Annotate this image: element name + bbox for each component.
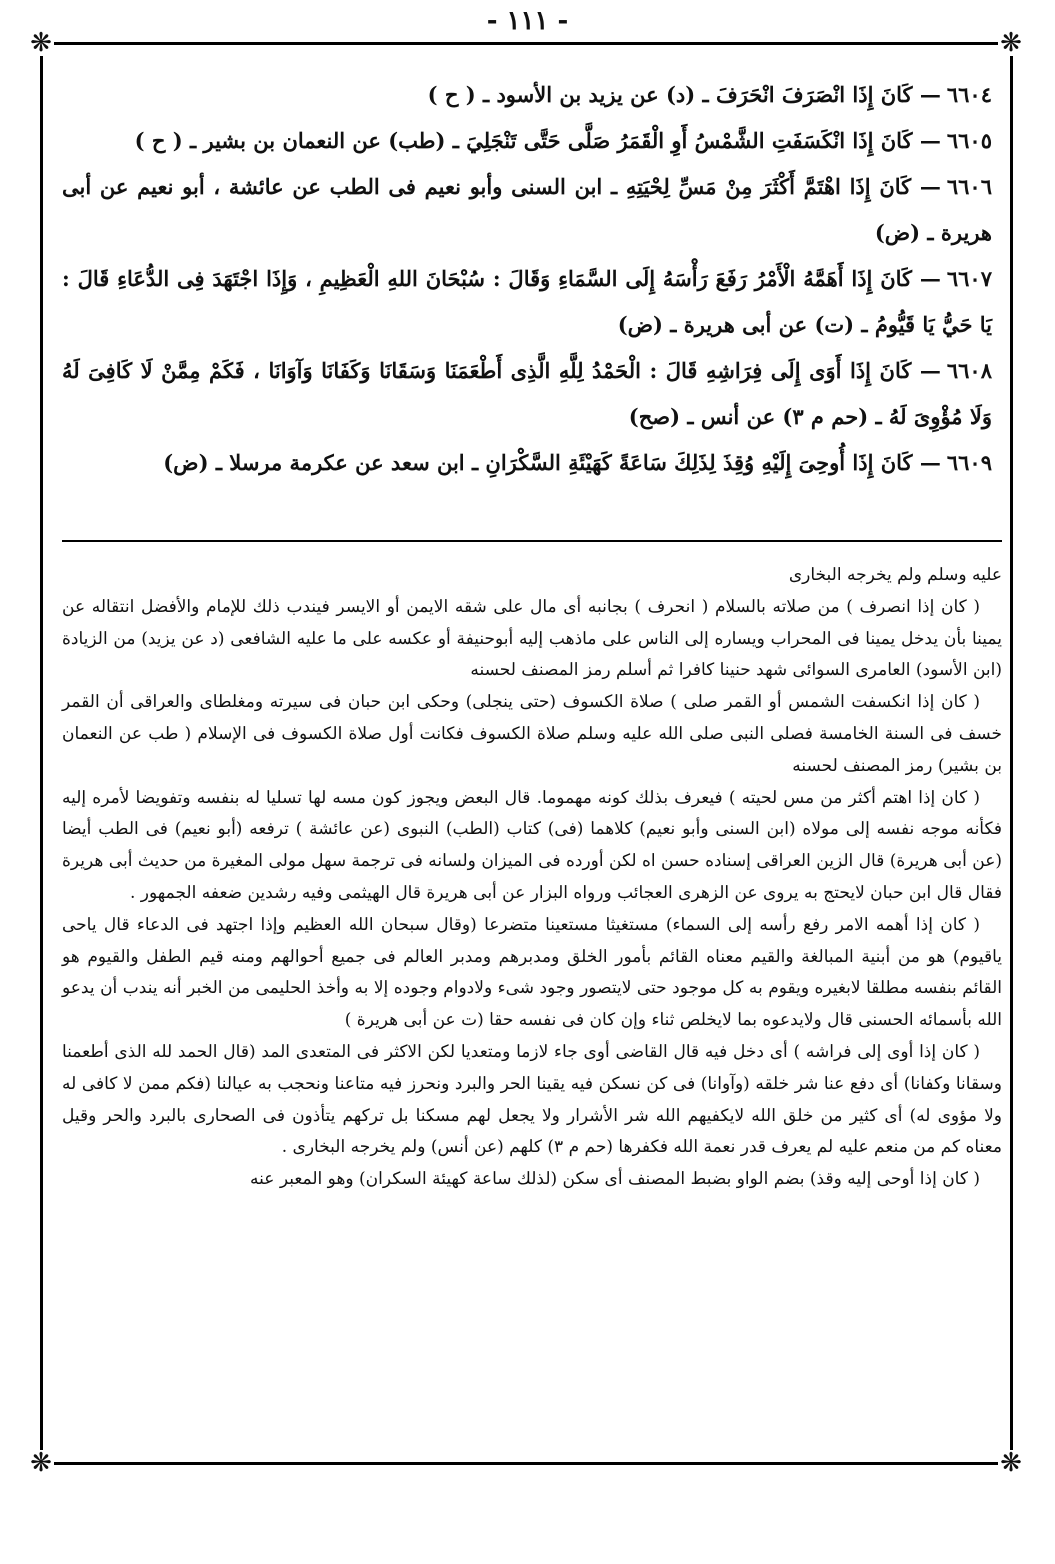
corner-ornament-icon: ❋: [28, 30, 54, 56]
corner-ornament-icon: ❋: [28, 1450, 54, 1476]
hadith-entry: [62, 440, 992, 486]
commentary-paragraph: ( كان إذا انصرف ) من صلاته بالسلام ( انحرف ) بجانبه أى مال على شقه الايمن أو الايسر فيندب ذلك للإمام والأفضل انتقاله عن يمينا بأن يدخل يمينا فى المحراب ويساره إلى الناس على ماذهب إليه أبوحنيفة أو عكسه على ما عليه الشافعى (د عن يزيد) من الزيادة (ابن الأسود) العامرى السوائى شهد حنينا كافرا ثم أسلم رمز المصنف لحسنه: [62, 596, 1002, 681]
hadith-number: ٦٦٠٩: [946, 450, 992, 475]
commentary-paragraph: عليه وسلم ولم يخرجه البخارى: [788, 565, 1002, 585]
commentary-section: [62, 560, 1002, 1196]
hadith-number: ٦٦٠٨: [946, 358, 992, 383]
hadith-number: ٦٦٠٦: [946, 174, 992, 199]
hadith-text: — كَانَ إِذَا أَهَمَّهُ الْأَمْرُ رَفَعَ رَأْسَهُ إِلَى السَّمَاءِ وَقَالَ : سُبْحَانَ اللهِ الْعَظِيمِ ، وَإِذَا اجْتَهَدَ فِى الدُّعَاءِ قَالَ : يَا حَيُّ يَا قَيُّومُ ـ (ت) عن أبى هريرة ـ (ض): [62, 266, 992, 337]
hadith-number: ٦٦٠٧: [946, 266, 992, 291]
corner-ornament-icon: ❋: [998, 1450, 1024, 1476]
section-divider: [62, 540, 1002, 542]
hadith-entry: [62, 164, 992, 256]
frame-right-border: [1010, 40, 1013, 1464]
hadith-text: — كَانَ إِذَا انْكَسَفَتِ الشَّمْسُ أَوِ الْقَمَرُ صَلَّى حَتَّى تَنْجَلِيَ ـ (طب) عن النعمان بن بشير ـ ( ح ): [134, 128, 941, 153]
commentary-paragraph: ( كان إذا أوى إلى فراشه ) أى دخل فيه قال القاضى أوى جاء لازما ومتعديا لكن الاكثر فى المتعدى المد (قال الحمد لله الذى أطعمنا وسقانا وكفانا) أى دفع عنا شر خلقه (وآوانا) فى كن نسكن فيه يقينا الحر والبرد ونحرز فيه متاعنا ونحجب به عيالنا (فكم ممن لا كافى له ولا مؤوى له) أى كثير من خلق الله لايكفيهم الله شر الأشرار ولا يجعل لهم مسكنا بل تركهم يتأذون فى الصحارى بالبرد والحر وقيل معناه كم من منعم عليه لم يعرف قدر نعمة الله فكفرها (حم م ٣) كلهم (عن أنس) ولم يخرجه البخارى .: [62, 1041, 1002, 1158]
frame-top-border: [40, 42, 1020, 45]
hadith-text: — كَانَ إِذَا اهْتَمَّ أَكْثَرَ مِنْ مَسِّ لِحْيَتِهِ ـ ابن السنى وأبو نعيم فى الطب عن عائشة ، أبو نعيم عن أبى هريرة ـ (ض): [62, 174, 992, 245]
corner-ornament-icon: ❋: [998, 30, 1024, 56]
hadith-entry: [62, 118, 992, 164]
hadith-text: — كَانَ إِذَا أُوحِىَ إِلَيْهِ وُقِذَ لِذَلِكَ سَاعَةً كَهَيْئَةِ السَّكْرَانِ ـ ابن سعد عن عكرمة مرسلا ـ (ض): [163, 450, 941, 475]
hadith-text: — كَانَ إِذَا انْصَرَفَ انْحَرَفَ ـ (د) عن يزيد بن الأسود ـ ( ح ): [427, 82, 941, 107]
commentary-paragraph: ( كان إذا اهتم أكثر من مس لحيته ) فيعرف بذلك كونه مهموما. قال البعض ويجوز كون مسه لها تسليا له بنفسه وتفويضا لأمره إليه فكأنه موجه نفسه إلى مولاه (ابن السنى وأبو نعيم) كلاهما (فى) كتاب (الطب) النبوى (عن عائشة ) ترفعه (أبو نعيم) فى الطب أيضا (عن أبى هريرة) قال الزين العراقى إسناده حسن اه لكن أورده فى الميزان ولسانه فى ترجمة سهل مولى المغيرة من حديث أبى هريرة فقال قال ابن حبان لايحتج به يروى عن الزهرى العجائب ورواه البزار عن أبى هريرة قال الهيثمى وفيه رشدين ضعفه الجمهور .: [62, 787, 1002, 903]
hadith-number: ٦٦٠٤: [946, 82, 992, 107]
page-number: - ١١١ -: [486, 6, 569, 36]
hadith-entry: [62, 72, 992, 118]
hadith-text: — كَانَ إِذَا أَوَى إِلَى فِرَاشِهِ قَالَ : الْحَمْدُ لِلَّهِ الَّذِى أَطْعَمَنَا وَسَقَانَا وَكَفَانَا وَآوَانَا ، فَكَمْ مِمَّنْ لَا كَافِىَ لَهُ وَلَا مُؤْوِىَ لَهُ ـ (حم م ٣) عن أنس ـ (صح): [62, 358, 992, 429]
frame-bottom-border: [40, 1462, 1020, 1465]
hadith-list: [62, 72, 992, 486]
frame-left-border: [40, 40, 43, 1464]
commentary-paragraph: ( كان إذا انكسفت الشمس أو القمر صلى ) صلاة الكسوف (حتى ينجلى) وحكى ابن حبان فى سيرته ومغلطاى والعراقى أن القمر خسف فى السنة الخامسة فصلى النبى صلى الله عليه وسلم صلاة الكسوف فكانت أول صلاة الكسوف فى الإسلام ( طب عن النعمان بن بشير) رمز المصنف لحسنه: [62, 692, 1002, 776]
hadith-entry: [62, 348, 992, 440]
hadith-entry: [62, 256, 992, 348]
commentary-paragraph: ( كان إذا أهمه الامر رفع رأسه إلى السماء) مستغيثا مستعينا متضرعا (وقال سبحان الله العظيم وإذا اجتهد فى الدعاء قال ياحى ياقيوم) هو من أبنية المبالغة والقيم معناه القائم بأمور الخلق ومدبرهم ومدبر العالم فى جميع أحوالهم ومنه قيم الطفل والقيوم هو القائم بنفسه مطلقا لابغيره ويقوم به كل موجود حتى لايتصور وجود شىء ولادوام وجوده إلا به وأخذ الحليمى من الخبر أنه يندب أن يدعو الله بأسمائه الحسنى قال ولايدعوه بما لايخلص ثناء وإن كان فى نفسه حقا (ت عن أبى هريرة ): [62, 914, 1002, 1031]
hadith-number: ٦٦٠٥: [946, 128, 992, 153]
commentary-paragraph: ( كان إذا أوحى إليه وقذ) بضم الواو بضبط المصنف أى سكن (لذلك ساعة كهيئة السكران) وهو المعبر عنه: [250, 1169, 980, 1190]
